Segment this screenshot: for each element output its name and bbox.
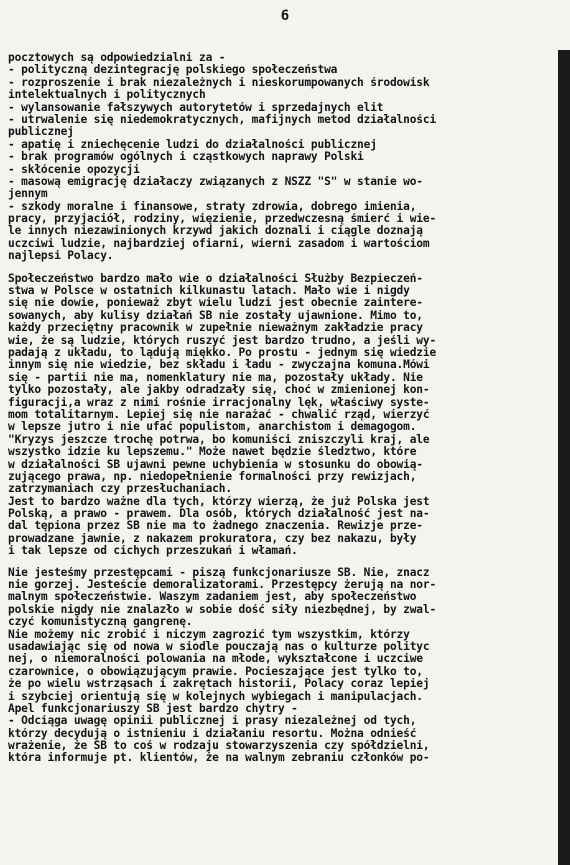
text-line: malnym społeczeństwie. Waszym zadaniem jest, aby społeczeństwo — [8, 591, 417, 604]
text-line: padają z układu, to lądują miękko. Po prostu - jednym się wiedzie — [8, 346, 437, 359]
text-line: - utrwalenie się niedemokratycznych, mafijnych metod działalności — [8, 113, 437, 126]
text-line: - wylansowanie fałszywych autorytetów i sprzedajnych elit — [8, 101, 384, 114]
text-line: nie gorzej. Jesteście demoralizatorami. Przestępcy żerują na nor- — [8, 579, 437, 592]
text-line: stwa w Polsce w ostatnich kilkunastu latach. Mało wie i nigdy — [8, 285, 410, 298]
paragraph-block-2 — [8, 273, 556, 558]
text-line: - Odciąga uwagę opinii publicznej i prasy niezależnej od tych, — [8, 715, 417, 728]
paragraph-block-3 — [8, 567, 556, 765]
text-line: usadawiając się od nowa w siodle pouczają nas o kulturze polityc — [8, 640, 430, 653]
text-line: którzy decydują o istnieniu i działaniu resortu. Można odnieść — [8, 727, 417, 740]
text-line: zatrzymaniach czy przesłuchaniach. — [8, 483, 232, 496]
text-line: Nie jesteśmy przestępcami - piszą funkcjonariusze SB. Nie, znacz — [8, 566, 430, 579]
text-line: najlepsi Polacy. — [8, 250, 114, 263]
document-body — [8, 52, 556, 765]
text-line: wrażenie, że SB to coś w rodzaju stowarzyszenia czy spółdzielni, — [8, 740, 430, 753]
paragraph-gap — [8, 263, 556, 273]
text-line: sowanych, aby kulisy działań SB nie zostały ujawnione. Mimo to, — [8, 309, 423, 322]
text-line: każdy przeciętny pracownik w zupełnie nieważnym zakładzie pracy — [8, 322, 423, 335]
text-line: jennym — [8, 188, 48, 201]
text-line: - skłócenie opozycji — [8, 163, 140, 176]
paragraph-gap — [8, 558, 556, 567]
text-line: "Kryzys jeszcze trochę potrwa, bo komuniści zniszczyli kraj, ale — [8, 433, 430, 446]
text-line: pocztowych są odpowiedzialni za - — [8, 52, 226, 64]
text-line: - rozproszenie i brak niezależnych i nieskorumpowanych środowisk — [8, 76, 430, 89]
text-line: Nie możemy nic zrobić i niczym zagrozić tym wszystkim, którzy — [8, 628, 410, 641]
text-line: która informuje pt. klientów, że na walnym zebraniu członków po- — [8, 752, 430, 765]
text-line: Społeczeństwo bardzo mało wie o działalności Służby Bezpieczeń- — [8, 272, 423, 285]
text-line: - apatię i zniechęcenie ludzi do działalności publicznej — [8, 138, 377, 151]
text-line: się nie dowie, ponieważ zbyt wielu ludzi jest obecnie zaintere- — [8, 297, 423, 310]
text-line: i szybciej orientują się w kolejnych wybiegach i manipulacjach. — [8, 690, 423, 703]
text-line: w lepsze jutro i nie ufać populistom, anarchistom i demagogom. — [8, 421, 417, 434]
page-number: 6 — [280, 8, 290, 24]
text-line: wie, że są ludzie, których ruszyć jest bardzo trudno, a jeśli wy- — [8, 334, 437, 347]
text-line: czyć komunistyczną gangrenę. — [8, 616, 193, 629]
text-line: się - partii nie ma, nomenklatury nie ma, pozostały układy. Nie — [8, 371, 423, 384]
text-line: tylko pozostały, ale jakby odradzały się, choć w zmienionej kon- — [8, 384, 430, 397]
text-line: le innych niezawinionych krzywd jakich doznali i ciągle doznają — [8, 225, 423, 238]
text-line: nej, o niemoralności polowania na młode, wykształcone i uczciwe — [8, 653, 423, 666]
scan-edge-shadow — [558, 50, 570, 865]
text-line: publicznej — [8, 126, 74, 139]
text-line: polskie nigdy nie znalazło w sobie dość siły niezbędnej, by zwal- — [8, 603, 437, 616]
text-line: uczciwi ludzie, najbardziej ofiarni, wierni zasadom i wartościom — [8, 237, 430, 250]
text-line: figuracji,a wraz z nimi rośnie irracjonalny lęk, właściwy syste- — [8, 396, 430, 409]
text-line: że po wielu wstrząsach i zakrętach historii, Polacy coraz lepiej — [8, 678, 430, 691]
text-line: czarownice, o obowiązującym prawie. Pocieszające jest tylko to, — [8, 665, 423, 678]
paragraph-block-1 — [8, 52, 556, 263]
text-line: Polską, a prawo - prawem. Dla osób, których działalność jest na- — [8, 508, 430, 521]
text-line: i tak lepsze od cichych przeszukań i włamań. — [8, 545, 298, 558]
text-line: mom totalitarnym. Lepiej się nie narażać - chwalić rząd, wierzyć — [8, 408, 430, 421]
text-line: - polityczną dezintegrację polskiego społeczeństwa — [8, 64, 338, 77]
text-line: - brak programów ogólnych i cząstkowych naprawy Polski — [8, 151, 364, 164]
text-line: - masową emigrację działaczy związanych z NSZZ "S" w stanie wo- — [8, 175, 423, 188]
text-line: wszystko idzie ku lepszemu." Może nawet będzie śledztwo, które — [8, 446, 417, 459]
text-line: dal tępiona przez SB nie ma to żadnego znaczenia. Rewizje prze- — [8, 520, 423, 533]
text-line: - szkody moralne i finansowe, straty zdrowia, dobrego imienia, — [8, 200, 417, 213]
text-line: pracy, przyjaciół, rodziny, więzienie, przedwczesną śmierć i wie- — [8, 213, 437, 226]
text-line: w działalności SB ujawni pewne uchybienia w stosunku do obowią- — [8, 458, 423, 471]
text-line: Apel funkcjonariuszy SB jest bardzo chytry - — [8, 702, 298, 715]
text-line: Jest to bardzo ważne dla tych, którzy wierzą, że już Polska jest — [8, 495, 430, 508]
text-line: zującego prawa, np. niedopełnienie formalności przy rewizjach, — [8, 470, 417, 483]
text-line: innym się nie wiedzie, bez składu i ładu - zwyczajna komuna.Mówi — [8, 359, 430, 372]
text-line: prowadzane jawnie, z nakazem prokuratora, czy bez nakazu, były — [8, 532, 417, 545]
text-line: intelektualnych i politycznych — [8, 89, 206, 102]
